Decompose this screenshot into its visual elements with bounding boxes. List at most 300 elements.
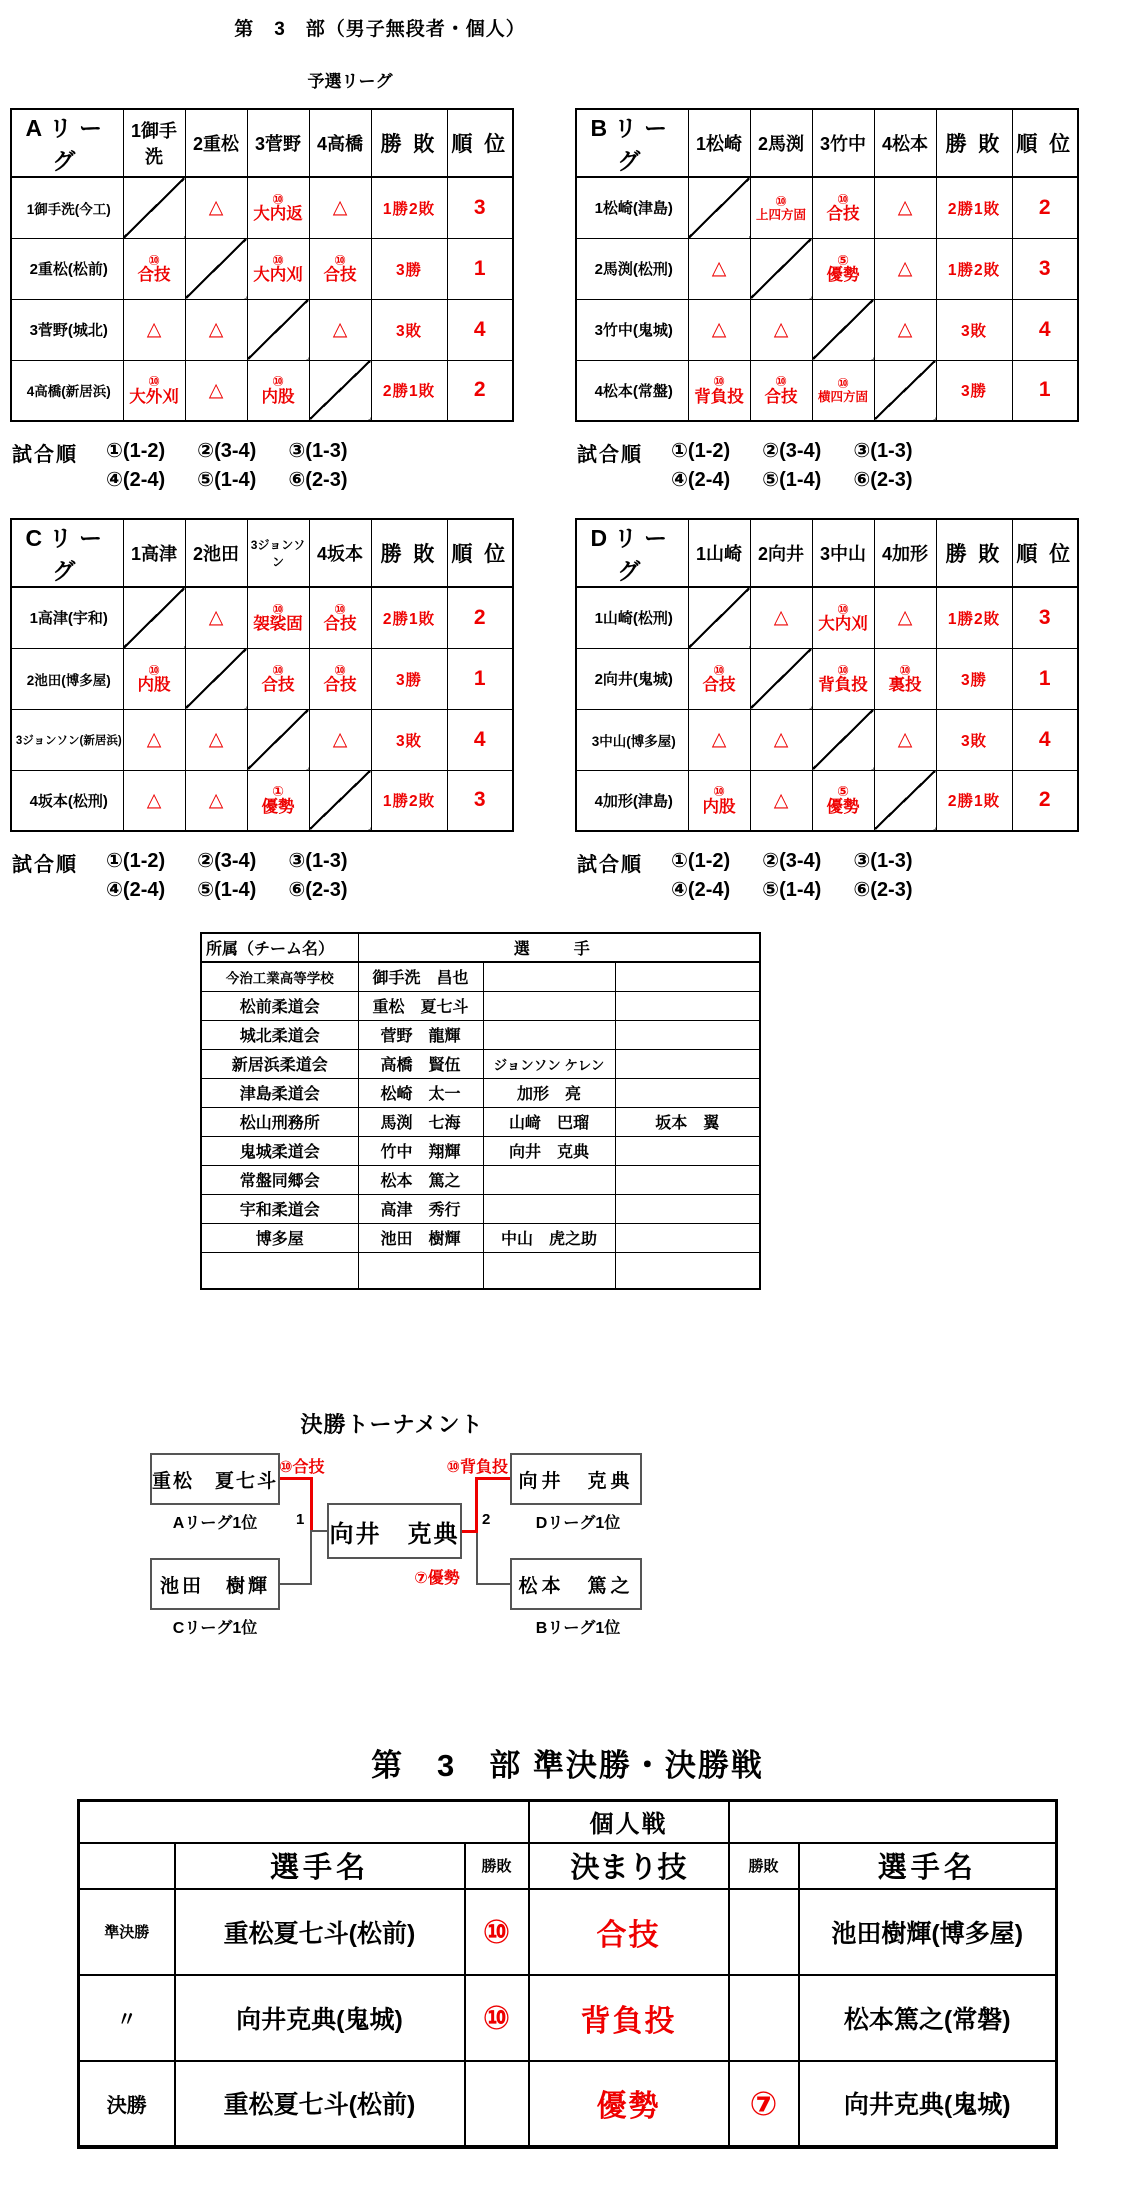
result-cell: △ [185, 770, 247, 831]
match-order-item: ①(1-2) [106, 440, 166, 462]
finals-header-row [79, 1843, 1057, 1889]
wins-cell: 3敗 [936, 709, 1012, 770]
col-header: 3中山 [812, 519, 874, 587]
rank-cell: 1 [1012, 648, 1078, 709]
bracket-line-winner [462, 1530, 478, 1533]
league-a-header [11, 109, 513, 177]
team-player: 高橋 賢伍 [358, 1049, 483, 1078]
result-cell: ⑩ 大外刈 [123, 360, 185, 421]
result-cell: △ [309, 177, 371, 238]
team-row [201, 1165, 760, 1194]
self-cell [309, 770, 371, 831]
bracket-line-winner [475, 1477, 478, 1532]
rank-header: 順 位 [447, 519, 513, 587]
player-name: 1山崎(松刑) [576, 587, 688, 648]
match-order-item: ③(1-3) [288, 440, 348, 462]
self-cell [185, 648, 247, 709]
result-cell: ⑩ 上四方固 [750, 177, 812, 238]
match-order-label: 試合順 [12, 854, 78, 876]
team-name: 新居浜柔道会 [201, 1049, 358, 1078]
player-right: 松本篤之(常磐) [799, 1975, 1057, 2061]
player-name: 2馬渕(松刑) [576, 238, 688, 299]
wins-cell: 3敗 [936, 299, 1012, 360]
finals-row [79, 1975, 1057, 2061]
match-order-lines [106, 848, 348, 902]
champion-box [327, 1503, 462, 1559]
col-header: 4高橋 [309, 109, 371, 177]
rank-cell: 4 [447, 709, 513, 770]
result-cell: ⑩ 合技 [750, 360, 812, 421]
player-name: 1松崎(津島) [576, 177, 688, 238]
wins-cell: 2勝1敗 [371, 360, 447, 421]
player-left: 重松夏七斗(松前) [175, 2061, 465, 2147]
player-name: 3ジョンソン(新居浜) [11, 709, 123, 770]
col-header: 2池田 [185, 519, 247, 587]
team-table-header [201, 933, 760, 962]
self-cell [247, 709, 309, 770]
col-header: 3ジョンソン [247, 519, 309, 587]
player-name: 2池田(博多屋) [11, 648, 123, 709]
match-number: 1 [296, 1511, 305, 1528]
team-player: 松本 篤之 [358, 1165, 483, 1194]
match-order-item: ⑤(1-4) [762, 469, 822, 491]
result-cell: ⑩ 合技 [247, 648, 309, 709]
col-header: 2向井 [750, 519, 812, 587]
result-cell: ⑩ 裏投 [874, 648, 936, 709]
league-a-table [10, 108, 514, 422]
team-player: 中山 虎之助 [483, 1223, 615, 1252]
team-name: 博多屋 [201, 1223, 358, 1252]
seed-label: Cリーグ1位 [172, 1620, 258, 1637]
player-name: 1御手洗(今工) [11, 177, 123, 238]
self-cell [185, 238, 247, 299]
rank-cell: 3 [1012, 238, 1078, 299]
bracket-player-name: 池田 樹輝 [159, 1575, 270, 1597]
result-cell: △ [185, 587, 247, 648]
rank-cell: 1 [447, 238, 513, 299]
self-cell [309, 360, 371, 421]
col-header: 1高津 [123, 519, 185, 587]
self-cell [812, 299, 874, 360]
result-cell: △ [874, 587, 936, 648]
team-row [201, 1223, 760, 1252]
wins-cell: 3勝 [936, 360, 1012, 421]
match-order-item: ①(1-2) [671, 850, 731, 872]
league-row [576, 709, 1078, 770]
wins-cell: 2勝1敗 [936, 770, 1012, 831]
player-name: 3菅野(城北) [11, 299, 123, 360]
semi2-result: ⑩背負投 [446, 1459, 508, 1476]
name-col-header: 選手名 [799, 1843, 1057, 1889]
result-cell: △ [750, 709, 812, 770]
wins-cell: 3勝 [936, 648, 1012, 709]
round-label: 準決勝 [79, 1889, 175, 1975]
team-name: 津島柔道会 [201, 1078, 358, 1107]
result-cell: ⑩ 内股 [688, 770, 750, 831]
team-name: 松前柔道会 [201, 991, 358, 1020]
result-cell: ⑩ 合技 [688, 648, 750, 709]
col-header: 3竹中 [812, 109, 874, 177]
team-row [201, 1252, 760, 1289]
winning-technique: 優勢 [529, 2061, 729, 2147]
player-name: 3竹中(鬼城) [576, 299, 688, 360]
team-name: 常盤同郷会 [201, 1165, 358, 1194]
bracket-box-d1 [510, 1453, 642, 1505]
players-col-header: 選 手 [358, 933, 760, 962]
result-cell: △ [688, 299, 750, 360]
team-player [483, 1252, 615, 1289]
result-cell: △ [750, 299, 812, 360]
bracket-box-b1 [510, 1558, 642, 1610]
match-order-item: ③(1-3) [853, 440, 913, 462]
team-name: 松山刑務所 [201, 1107, 358, 1136]
team-name [201, 1252, 358, 1289]
result-cell: △ [688, 709, 750, 770]
league-row [576, 238, 1078, 299]
team-row [201, 1136, 760, 1165]
group-header: 個人戦 [529, 1801, 729, 1843]
player-name: 4坂本(松刑) [11, 770, 123, 831]
wins-cell: 2勝1敗 [936, 177, 1012, 238]
player-name: 2重松(松前) [11, 238, 123, 299]
finals-group-row [79, 1801, 1057, 1843]
league-c-name: Cリーグ [11, 519, 123, 587]
league-d-block [575, 518, 1110, 910]
player-right: 池田樹輝(博多屋) [799, 1889, 1057, 1975]
match-order-item: ①(1-2) [671, 440, 731, 462]
col-header: 4坂本 [309, 519, 371, 587]
result-cell: ⑩ 内股 [247, 360, 309, 421]
team-table [200, 932, 761, 1290]
team-player [615, 962, 760, 991]
player-left: 重松夏七斗(松前) [175, 1889, 465, 1975]
match-order [12, 848, 515, 902]
match-order-item: ⑤(1-4) [762, 879, 822, 901]
rank-header: 順 位 [1012, 519, 1078, 587]
team-player [483, 1194, 615, 1223]
result-cell: △ [309, 299, 371, 360]
team-player [358, 1252, 483, 1289]
team-row [201, 1049, 760, 1078]
player-name: 4高橋(新居浜) [11, 360, 123, 421]
team-player [483, 962, 615, 991]
league-row [11, 709, 513, 770]
league-b-name: Bリーグ [576, 109, 688, 177]
league-b-block [575, 108, 1110, 500]
rank-cell: 2 [447, 587, 513, 648]
team-row [201, 1194, 760, 1223]
match-order-lines [106, 438, 348, 492]
team-name: 城北柔道会 [201, 1020, 358, 1049]
rank-cell: 2 [447, 360, 513, 421]
rank-cell: 3 [447, 177, 513, 238]
result-cell: ⑩ 大内返 [247, 177, 309, 238]
col-header: 1松崎 [688, 109, 750, 177]
wins-cell: 1勝2敗 [936, 587, 1012, 648]
team-player: 山﨑 巴瑠 [483, 1107, 615, 1136]
team-player [615, 1252, 760, 1289]
result-cell: ⑩ 合技 [309, 648, 371, 709]
wins-cell: 3敗 [371, 299, 447, 360]
page-title: 第 3 部（男子無段者・個人） [234, 19, 526, 40]
league-row [11, 770, 513, 831]
col-header: 4加形 [874, 519, 936, 587]
league-c-table [10, 518, 514, 832]
team-player [615, 1049, 760, 1078]
wins-cell: 1勝2敗 [936, 238, 1012, 299]
league-row [11, 177, 513, 238]
col-header: 4松本 [874, 109, 936, 177]
rank-cell: 1 [447, 648, 513, 709]
score-right [729, 1975, 799, 2061]
match-order-item: ⑥(2-3) [288, 879, 348, 901]
result-cell: △ [309, 709, 371, 770]
self-cell [688, 177, 750, 238]
round-label: 決勝 [79, 2061, 175, 2147]
semi1-result: ⑩合技 [279, 1459, 325, 1476]
match-order-item: ⑤(1-4) [197, 879, 257, 901]
match-order-item: ③(1-3) [853, 850, 913, 872]
rank-cell: 4 [1012, 709, 1078, 770]
bracket-box-c1 [150, 1558, 280, 1610]
match-order-item: ②(3-4) [762, 850, 822, 872]
rank-header: 順 位 [1012, 109, 1078, 177]
match-order-item: ⑥(2-3) [288, 469, 348, 491]
result-cell: ⑩ 内股 [123, 648, 185, 709]
match-order-item: ⑤(1-4) [197, 469, 257, 491]
team-player [615, 1020, 760, 1049]
match-order-item: ④(2-4) [671, 879, 731, 901]
result-cell: ⑩ 背負投 [812, 648, 874, 709]
empty-cell [729, 1801, 1057, 1843]
match-order-lines [671, 438, 913, 492]
league-b-table [575, 108, 1079, 422]
result-cell: ⑩ 合技 [309, 238, 371, 299]
rank-cell: 3 [447, 770, 513, 831]
score-left: ⑩ [465, 1889, 529, 1975]
match-order-item: ①(1-2) [106, 850, 166, 872]
wins-cell: 1勝2敗 [371, 177, 447, 238]
finals-row [79, 2061, 1057, 2147]
league-d-table [575, 518, 1079, 832]
league-d-name: Dリーグ [576, 519, 688, 587]
result-cell: △ [874, 709, 936, 770]
team-name: 鬼城柔道会 [201, 1136, 358, 1165]
player-right: 向井克典(鬼城) [799, 2061, 1057, 2147]
page-subtitle: 予選リーグ [307, 72, 393, 91]
col-header: 2馬渕 [750, 109, 812, 177]
score-left: ⑩ [465, 1975, 529, 2061]
bracket-player-name: 松本 篤之 [518, 1575, 634, 1597]
wins-header: 勝 敗 [936, 109, 1012, 177]
result-cell: ⑩ 大内刈 [247, 238, 309, 299]
team-player [615, 991, 760, 1020]
self-cell [123, 587, 185, 648]
team-player: 御手洗 昌也 [358, 962, 483, 991]
result-cell: ⑩ 背負投 [688, 360, 750, 421]
round-col-header [79, 1843, 175, 1889]
wl-col-header: 勝敗 [465, 1843, 529, 1889]
team-player: 竹中 翔輝 [358, 1136, 483, 1165]
league-row [11, 299, 513, 360]
team-player: 池田 樹輝 [358, 1223, 483, 1252]
team-player: 坂本 翼 [615, 1107, 760, 1136]
result-cell: △ [185, 299, 247, 360]
bracket-player-name: 重松 夏七斗 [152, 1470, 279, 1492]
result-cell: △ [874, 238, 936, 299]
team-player [483, 1165, 615, 1194]
rank-cell: 3 [1012, 587, 1078, 648]
wins-cell: 3勝 [371, 648, 447, 709]
winning-technique: 合技 [529, 1889, 729, 1975]
result-cell: △ [185, 709, 247, 770]
match-order [12, 438, 515, 492]
team-player: 馬渕 七海 [358, 1107, 483, 1136]
result-cell: ① 優勢 [247, 770, 309, 831]
wins-cell: 3敗 [371, 709, 447, 770]
league-row [11, 238, 513, 299]
col-header: 2重松 [185, 109, 247, 177]
league-row [576, 299, 1078, 360]
match-order-item: ③(1-3) [288, 850, 348, 872]
match-order [577, 848, 1110, 902]
final-result: ⑦優勢 [414, 1570, 460, 1587]
self-cell [812, 709, 874, 770]
seed-label: Aリーグ1位 [172, 1515, 258, 1532]
league-c-block [10, 518, 515, 910]
team-row [201, 1107, 760, 1136]
league-row [576, 587, 1078, 648]
final-tournament-section [72, 1408, 712, 1648]
self-cell [123, 177, 185, 238]
team-player: 菅野 龍輝 [358, 1020, 483, 1049]
team-player: 向井 克典 [483, 1136, 615, 1165]
bracket-line-winner [475, 1477, 510, 1480]
team-player: 加形 亮 [483, 1078, 615, 1107]
league-row [11, 360, 513, 421]
result-cell: ⑤ 優勢 [812, 238, 874, 299]
league-b-header [576, 109, 1078, 177]
winning-technique: 背負投 [529, 1975, 729, 2061]
rank-cell: 2 [1012, 770, 1078, 831]
match-order-item: ④(2-4) [106, 879, 166, 901]
team-player [615, 1223, 760, 1252]
finals-title: 第 3 部 準決勝・決勝戦 [371, 1748, 764, 1783]
self-cell [874, 360, 936, 421]
seed-label: Dリーグ1位 [535, 1515, 621, 1532]
league-row [576, 648, 1078, 709]
match-order-item: ⑥(2-3) [853, 469, 913, 491]
rank-cell: 1 [1012, 360, 1078, 421]
bracket-line [280, 1583, 312, 1585]
col-header: 3菅野 [247, 109, 309, 177]
team-player [615, 1078, 760, 1107]
result-cell: ⑩ 横四方固 [812, 360, 874, 421]
result-cell: △ [688, 238, 750, 299]
team-row [201, 962, 760, 991]
bracket-title: 決勝トーナメント [300, 1412, 484, 1437]
champion-name: 向井 克典 [329, 1520, 460, 1548]
team-player [483, 1020, 615, 1049]
finals-table [77, 1799, 1058, 2149]
player-name: 4松本(常盤) [576, 360, 688, 421]
team-table-wrap [200, 932, 1135, 1290]
result-cell: △ [874, 299, 936, 360]
wins-cell: 2勝1敗 [371, 587, 447, 648]
result-cell: △ [750, 587, 812, 648]
team-player [615, 1165, 760, 1194]
player-name: 3中山(博多屋) [576, 709, 688, 770]
result-cell: △ [185, 177, 247, 238]
match-order-label: 試合順 [12, 444, 78, 466]
team-name: 今治工業高等学校 [201, 962, 358, 991]
league-row [576, 177, 1078, 238]
col-header: 1御手洗 [123, 109, 185, 177]
result-cell: ⑩ 袈裟固 [247, 587, 309, 648]
team-row [201, 1078, 760, 1107]
match-order-item: ②(3-4) [762, 440, 822, 462]
match-order-item: ②(3-4) [197, 440, 257, 462]
league-row [576, 770, 1078, 831]
rank-cell: 4 [447, 299, 513, 360]
rank-cell: 2 [1012, 177, 1078, 238]
team-player [483, 991, 615, 1020]
wins-header: 勝 敗 [371, 109, 447, 177]
bracket-box-a1 [150, 1453, 280, 1505]
result-cell: △ [185, 360, 247, 421]
match-order-label: 試合順 [577, 444, 643, 466]
bracket-player-name: 向井 克典 [518, 1470, 634, 1492]
team-col-header: 所属（チーム名） [201, 933, 358, 962]
rank-cell: 4 [1012, 299, 1078, 360]
player-name: 4加形(津島) [576, 770, 688, 831]
col-header: 1山崎 [688, 519, 750, 587]
result-cell: △ [750, 770, 812, 831]
team-player: ジョンソン ケレン [483, 1049, 615, 1078]
match-order-label: 試合順 [577, 854, 643, 876]
result-cell: ⑩ 合技 [309, 587, 371, 648]
self-cell [750, 238, 812, 299]
bracket-line-winner [310, 1477, 313, 1532]
team-name: 宇和柔道会 [201, 1194, 358, 1223]
team-player [615, 1194, 760, 1223]
match-order [577, 438, 1110, 492]
result-cell: ⑩ 大内刈 [812, 587, 874, 648]
team-player: 重松 夏七斗 [358, 991, 483, 1020]
match-order-item: ②(3-4) [197, 850, 257, 872]
team-player: 高津 秀行 [358, 1194, 483, 1223]
team-player: 松崎 太一 [358, 1078, 483, 1107]
bracket-line [310, 1530, 312, 1585]
wins-cell: 3勝 [371, 238, 447, 299]
match-order-item: ⑥(2-3) [853, 879, 913, 901]
self-cell [247, 299, 309, 360]
bracket-line [310, 1530, 327, 1532]
match-order-item: ④(2-4) [106, 469, 166, 491]
league-row [576, 360, 1078, 421]
rank-header: 順 位 [447, 109, 513, 177]
team-row [201, 1020, 760, 1049]
self-cell [874, 770, 936, 831]
match-order-lines [671, 848, 913, 902]
league-row [11, 587, 513, 648]
result-cell: △ [123, 770, 185, 831]
wins-header: 勝 敗 [371, 519, 447, 587]
seed-label: Bリーグ1位 [535, 1620, 621, 1637]
league-a-name: Aリーグ [11, 109, 123, 177]
player-left: 向井克典(鬼城) [175, 1975, 465, 2061]
league-row [11, 648, 513, 709]
